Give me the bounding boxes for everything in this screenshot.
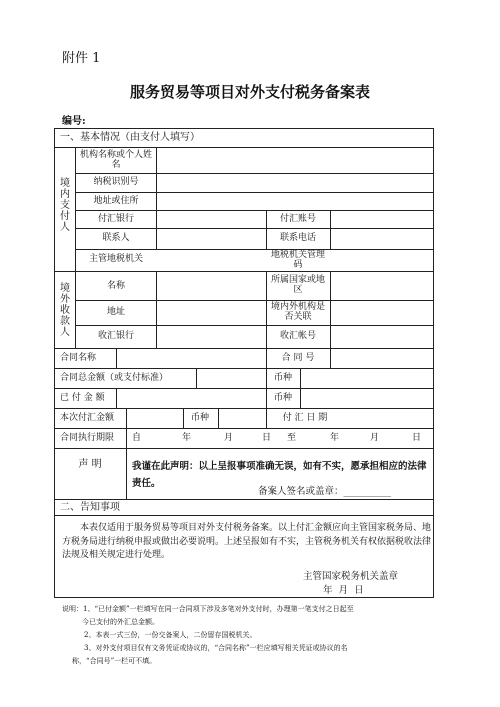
payee-group-label: 境外收款人 [60,283,70,338]
attachment-label: 附件 1 [62,51,101,66]
col-line [330,210,331,249]
row-line [54,368,434,369]
col-line [126,428,127,448]
signature-line: 备案人签名或盖章：__________ [258,486,392,497]
col-line [183,408,184,428]
notice-text: 本表仅适用于服务贸易等项目对外支付税务备案。以上付汇金额应向主管国家税务局、地方税务局进行纳税申报或做出必要说明。上述呈报如有不实，主管税务机关有权依据税收法律法规及相关规定进行处理。 [62,523,432,560]
row-line [54,147,434,148]
row-line [54,408,434,409]
col-line [266,368,267,408]
row-line [75,325,434,326]
col-line [156,271,157,348]
statement-label: 声 明 [78,459,102,470]
payer-name-label: 机构名称或个人姓名 [80,150,153,170]
country-label: 所属国家或地区 [270,275,325,295]
row-line [75,173,434,174]
col-line [300,368,301,408]
this-amount-label: 本次付汇金额 [60,413,115,423]
col-line [266,210,267,249]
paid-amount-label: 已 付 金 额 [60,393,105,403]
payee-name-label: 名称 [106,281,125,291]
note-3-cont: 称，“合同号”一栏可不填。 [72,657,157,665]
col-line [116,348,117,368]
related-label: 境内外机构是否关联 [270,302,325,322]
col-line [75,147,76,348]
period-label: 合同执行期限 [60,433,115,443]
local-tax-label: 地税机关管理码 [270,250,325,270]
day-label: 日 [412,433,422,443]
contract-name-label: 合同名称 [60,353,97,363]
pay-date-label: 付 汇 日 期 [282,413,328,423]
col-line [218,408,219,428]
section1-title: 一、基本情况（由支付人填写） [60,132,200,143]
year-label: 年 [330,433,340,443]
year-label: 年 [182,433,192,443]
row-line [54,428,434,429]
tax-id-label: 纳税识别号 [93,177,139,187]
row-line [54,499,434,500]
col-line [126,448,127,499]
national-tax-label: 主管地税机关 [88,254,143,264]
seal-date-label: 年 月 日 [323,585,364,596]
note-2: 2、本表一式三份，一份交备案人，二份留存国税机关。 [84,631,257,639]
currency-label: 币种 [273,373,292,383]
tax-seal-label: 主管国家税务机关盖章 [303,571,399,582]
col-line [330,348,331,368]
note-3: 3、对外支付项目仅有文务凭证或协议的，“合同名称”一栏应填写相关凭证或协议的名 [84,644,348,652]
row-line [75,300,434,301]
col-line [156,147,157,249]
note-1: 说明：1、“已付金额”一栏填写在同一合同项下涉及多笔对外支付时，办理第一笔支付之日起至 [62,605,354,613]
contact-label: 联系人 [102,233,130,243]
row-line [54,515,434,516]
month-label: 月 [224,433,234,443]
row-line [75,228,434,229]
recv-bank-label: 收汇银行 [97,331,134,341]
col-line [266,271,267,348]
row-line [75,192,434,193]
address-label: 地址或住所 [93,196,139,206]
col-line [126,408,127,428]
to-label: 至 [287,433,297,443]
form-title: 服务贸易等项目对外支付税务备案表 [129,83,370,101]
payee-address-label: 地址 [106,307,125,317]
col-line [116,388,117,408]
row-line [54,448,434,449]
note-1-cont: 今已支付的外汇总金额。 [82,618,159,626]
currency-label: 币种 [190,413,209,423]
section2-title: 二、告知事项 [60,502,120,513]
row-line [54,271,434,272]
row-line [75,249,434,250]
pay-bank-label: 付汇银行 [97,214,134,224]
currency-label: 币种 [273,393,292,403]
month-label: 月 [370,433,380,443]
recv-account-label: 收汇帐号 [279,331,316,341]
phone-label: 联系电话 [279,233,316,243]
col-line [266,348,267,368]
contract-no-label: 合 同 号 [281,353,315,363]
col-line [266,408,267,428]
total-amount-label: 合同总金额（或支付标准） [60,373,169,383]
statement-text: 我谨在此声明：以上呈报事项准确无误，如有不实，愿承担相应的法律责任。 [132,461,427,489]
day-label: 日 [262,433,272,443]
pay-account-label: 付汇账号 [279,214,316,224]
row-line [54,388,434,389]
serial-number-label: 编号: [62,116,86,127]
row-line [54,348,434,349]
col-line [330,271,331,348]
row-line [75,210,434,211]
payer-group-label: 境内支付人 [60,178,70,233]
period-from-label: 自 [132,433,142,443]
col-line [196,368,197,388]
